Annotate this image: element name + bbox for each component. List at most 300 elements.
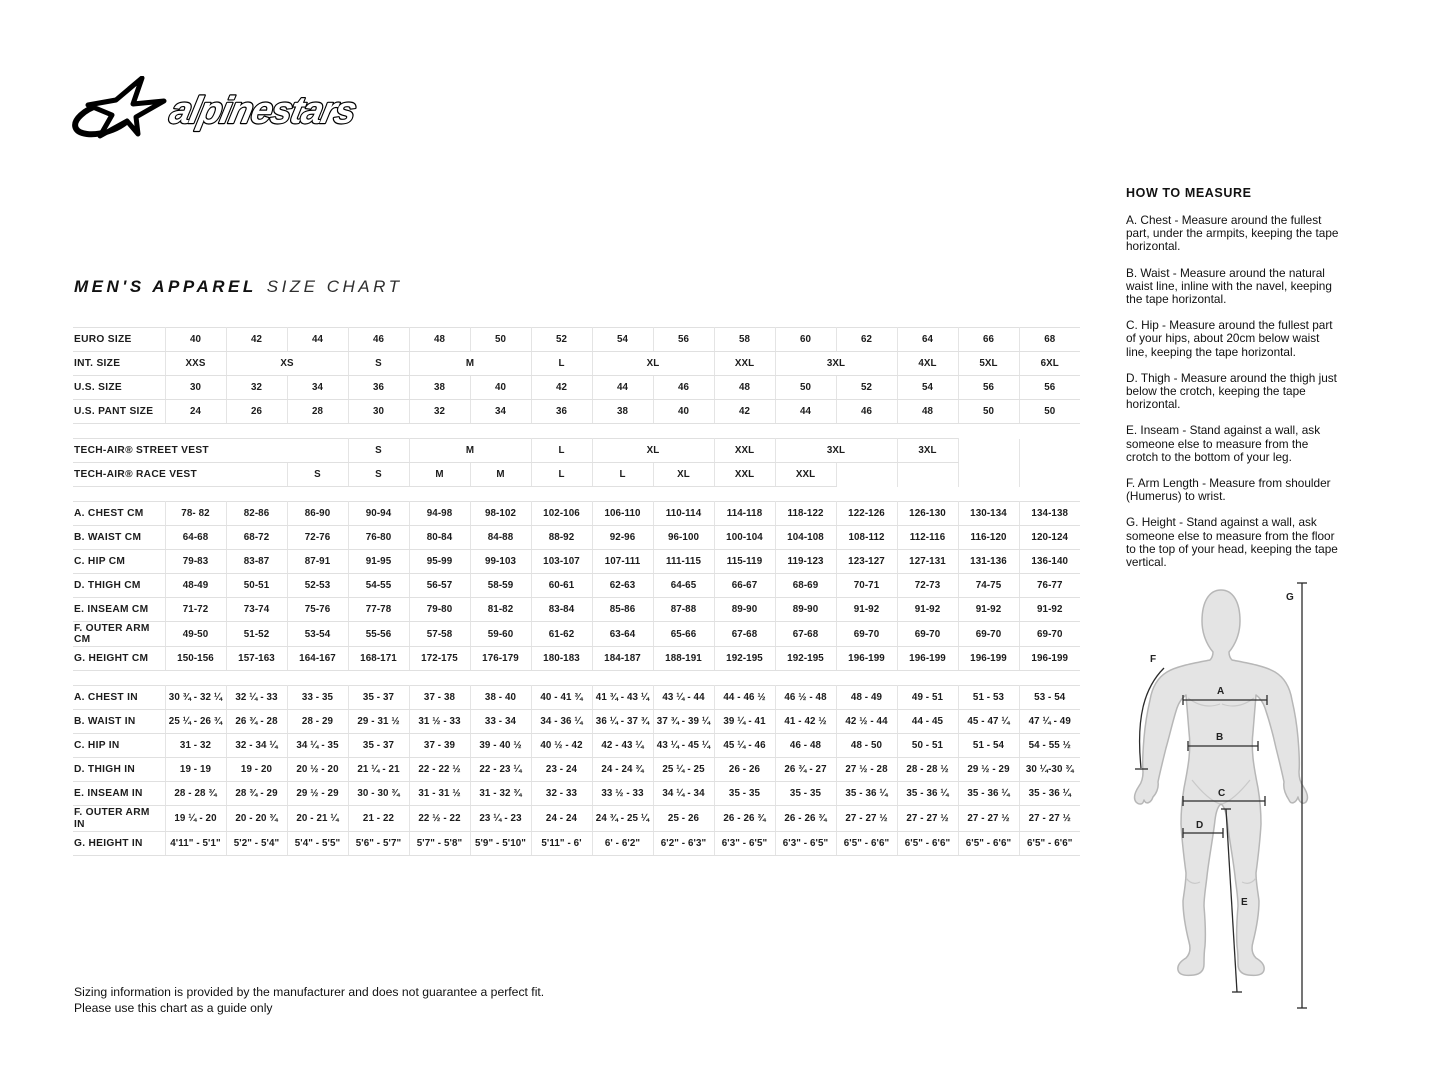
- table-cell: 104-108: [775, 526, 836, 550]
- table-cell: [836, 463, 897, 487]
- table-row: [73, 686, 1080, 710]
- table-cell: 91-95: [348, 550, 409, 574]
- measure-instruction: B. Waist - Measure around the natural waist line, inline with the navel, keeping the tape horizontal.: [1126, 265, 1332, 307]
- table-cell: 54: [897, 376, 958, 400]
- table-cell: 27 - 27 ½: [897, 806, 958, 831]
- table-cell: 3XL: [775, 439, 897, 463]
- table-cell: XXS: [165, 352, 226, 376]
- table-cell: 55-56: [348, 622, 409, 647]
- table-cell: 24 ¾ - 25 ¼: [592, 806, 653, 831]
- table-cell: [1019, 463, 1080, 487]
- table-cell: 29 ½ - 29: [958, 758, 1019, 782]
- table-cell: 56: [1019, 376, 1080, 400]
- table-cell: 48 - 49: [836, 686, 897, 710]
- table-cell: 41 ¾ - 43 ¼: [592, 686, 653, 710]
- table-cell: 32: [226, 376, 287, 400]
- table-cell: 5'6" - 5'7": [348, 831, 409, 855]
- table-cell: 60-61: [531, 574, 592, 598]
- table-cell: 82-86: [226, 502, 287, 526]
- table-cell: 31 ½ - 33: [409, 710, 470, 734]
- table-cell: 91-92: [958, 598, 1019, 622]
- table-cell: 26 - 26 ¾: [775, 806, 836, 831]
- table-cell: 35 - 35: [714, 782, 775, 806]
- table-cell: 52-53: [287, 574, 348, 598]
- row-label: B. WAIST IN: [73, 710, 165, 734]
- table-cell: 33 ½ - 33: [592, 782, 653, 806]
- row-label: B. WAIST CM: [73, 526, 165, 550]
- table-cell: 83-87: [226, 550, 287, 574]
- table-cell: 25 - 26: [653, 806, 714, 831]
- table-cell: 5'7" - 5'8": [409, 831, 470, 855]
- table-cell: 64-65: [653, 574, 714, 598]
- table-cell: 31 - 32: [165, 734, 226, 758]
- table-cell: [897, 463, 958, 487]
- table-cell: 44: [592, 376, 653, 400]
- table-cell: 102-106: [531, 502, 592, 526]
- table-cell: 86-90: [287, 502, 348, 526]
- table-row: [73, 782, 1080, 806]
- table-cell: 87-91: [287, 550, 348, 574]
- table-cell: XXL: [775, 463, 836, 487]
- table-cell: 77-78: [348, 598, 409, 622]
- table-cell: S: [348, 352, 409, 376]
- table-cell: 3XL: [775, 352, 897, 376]
- table-cell: 110-114: [653, 502, 714, 526]
- diagram-label-f: F: [1150, 654, 1157, 665]
- table-cell: 120-124: [1019, 526, 1080, 550]
- table-cell: 69-70: [836, 622, 897, 647]
- table-cell: 32 ¼ - 33: [226, 686, 287, 710]
- table-cell: 67-68: [775, 622, 836, 647]
- table-cell: 107-111: [592, 550, 653, 574]
- table-row: [73, 574, 1080, 598]
- table-cell: 37 - 38: [409, 686, 470, 710]
- table-cell: 127-131: [897, 550, 958, 574]
- table-cell: 34 ¼ - 34: [653, 782, 714, 806]
- table-cell: 30: [165, 376, 226, 400]
- footer-disclaimer: [74, 984, 544, 1016]
- table-cell: 42 ½ - 44: [836, 710, 897, 734]
- table-cell: 115-119: [714, 550, 775, 574]
- table-cell: [1019, 439, 1080, 463]
- table-cell: 30 - 30 ¾: [348, 782, 409, 806]
- table-cell: 35 - 36 ¼: [897, 782, 958, 806]
- table-cell: 130-134: [958, 502, 1019, 526]
- table-cell: 38 - 40: [470, 686, 531, 710]
- table-cell: 70-71: [836, 574, 897, 598]
- table-cell: 95-99: [409, 550, 470, 574]
- table-cell: 91-92: [1019, 598, 1080, 622]
- table-cell: 75-76: [287, 598, 348, 622]
- row-label: U.S. PANT SIZE: [73, 400, 165, 424]
- table-cell: 67-68: [714, 622, 775, 647]
- table-cell: XXL: [714, 439, 775, 463]
- table-cell: 150-156: [165, 647, 226, 671]
- table-cell: 196-199: [836, 647, 897, 671]
- table-cell: 126-130: [897, 502, 958, 526]
- table-cell: 33 - 35: [287, 686, 348, 710]
- table-cell: 4'11" - 5'1": [165, 831, 226, 855]
- table-cell: 122-126: [836, 502, 897, 526]
- table-cell: 6'5" - 6'6": [1019, 831, 1080, 855]
- table-cell: 48: [897, 400, 958, 424]
- table-cell: 62: [836, 328, 897, 352]
- table-cell: 180-183: [531, 647, 592, 671]
- table-cell: 56: [958, 376, 1019, 400]
- table-cell: 35 - 37: [348, 734, 409, 758]
- table-cell: 6'5" - 6'6": [836, 831, 897, 855]
- table-cell: L: [531, 439, 592, 463]
- table-cell: 103-107: [531, 550, 592, 574]
- table-cell: 184-187: [592, 647, 653, 671]
- table-cell: 72-73: [897, 574, 958, 598]
- row-label: INT. SIZE: [73, 352, 165, 376]
- table-cell: 111-115: [653, 550, 714, 574]
- table-cell: 26 - 26: [714, 758, 775, 782]
- measure-instruction: D. Thigh - Measure around the thigh just below the crotch, keeping the tape horizontal.: [1126, 370, 1337, 412]
- table-cell: 69-70: [1019, 622, 1080, 647]
- table-cell: 50-51: [226, 574, 287, 598]
- row-label: TECH-AIR® STREET VEST: [73, 439, 348, 463]
- table-cell: 172-175: [409, 647, 470, 671]
- table-cell: 50: [1019, 400, 1080, 424]
- how-to-measure-panel: [1126, 186, 1340, 582]
- table-cell: 25 ¼ - 25: [653, 758, 714, 782]
- table-cell: S: [287, 463, 348, 487]
- table-cell: 51-52: [226, 622, 287, 647]
- table-cell: XL: [592, 439, 714, 463]
- table-cell: 49-50: [165, 622, 226, 647]
- table-row: [73, 710, 1080, 734]
- table-cell: 100-104: [714, 526, 775, 550]
- table-row: [73, 550, 1080, 574]
- table-cell: 34 - 36 ¼: [531, 710, 592, 734]
- table-cell: [958, 463, 1019, 487]
- table-cell: [958, 439, 1019, 463]
- row-label: D. THIGH IN: [73, 758, 165, 782]
- table-cell: 44 - 46 ½: [714, 686, 775, 710]
- table-cell: 44: [775, 400, 836, 424]
- table-cell: 68-69: [775, 574, 836, 598]
- table-cell: 188-191: [653, 647, 714, 671]
- table-cell: 96-100: [653, 526, 714, 550]
- table-cell: 6'2" - 6'3": [653, 831, 714, 855]
- table-cell: 99-103: [470, 550, 531, 574]
- table-cell: 34: [287, 376, 348, 400]
- table-cell: 52: [531, 328, 592, 352]
- table-cell: 42: [226, 328, 287, 352]
- table-cell: 6'5" - 6'6": [897, 831, 958, 855]
- section-gap: [73, 487, 1080, 502]
- table-cell: 192-195: [775, 647, 836, 671]
- table-cell: 69-70: [958, 622, 1019, 647]
- table-cell: 30 ¾ - 32 ¼: [165, 686, 226, 710]
- table-cell: 32 - 34 ¼: [226, 734, 287, 758]
- table-cell: 35 - 36 ¼: [1019, 782, 1080, 806]
- table-cell: 28: [287, 400, 348, 424]
- table-cell: 30 ¼-30 ¾: [1019, 758, 1080, 782]
- table-cell: 4XL: [897, 352, 958, 376]
- table-cell: M: [409, 352, 531, 376]
- table-cell: 19 - 20: [226, 758, 287, 782]
- table-cell: 87-88: [653, 598, 714, 622]
- table-cell: 64-68: [165, 526, 226, 550]
- table-cell: 42: [531, 376, 592, 400]
- measure-instruction: C. Hip - Measure around the fullest part of your hips, about 20cm below waist line, keeping the tape horizontal.: [1126, 318, 1333, 359]
- table-cell: 41 - 42 ½: [775, 710, 836, 734]
- table-cell: 19 - 19: [165, 758, 226, 782]
- table-cell: 89-90: [775, 598, 836, 622]
- table-cell: 79-80: [409, 598, 470, 622]
- row-label: C. HIP IN: [73, 734, 165, 758]
- table-cell: 85-86: [592, 598, 653, 622]
- table-cell: 46: [836, 400, 897, 424]
- table-row: [73, 439, 1080, 463]
- table-cell: 61-62: [531, 622, 592, 647]
- table-cell: 92-96: [592, 526, 653, 550]
- size-table: [73, 327, 1080, 856]
- table-cell: 40 ½ - 42: [531, 734, 592, 758]
- diagram-label-b: B: [1216, 732, 1224, 743]
- table-cell: 71-72: [165, 598, 226, 622]
- table-cell: 34: [470, 400, 531, 424]
- table-cell: 79-83: [165, 550, 226, 574]
- table-cell: 98-102: [470, 502, 531, 526]
- table-cell: M: [470, 463, 531, 487]
- table-cell: 37 - 39: [409, 734, 470, 758]
- row-label: E. INSEAM CM: [73, 598, 165, 622]
- table-cell: 5'4" - 5'5": [287, 831, 348, 855]
- table-row: [73, 622, 1080, 647]
- table-row: [73, 734, 1080, 758]
- table-cell: 6' - 6'2": [592, 831, 653, 855]
- table-cell: 30: [348, 400, 409, 424]
- table-cell: 28 ¾ - 29: [226, 782, 287, 806]
- table-cell: 54 - 55 ½: [1019, 734, 1080, 758]
- table-cell: 52: [836, 376, 897, 400]
- how-to-measure-heading: HOW TO MEASURE: [1126, 186, 1252, 200]
- table-cell: 22 - 23 ¼: [470, 758, 531, 782]
- body-silhouette: [1135, 590, 1308, 975]
- table-row: [73, 526, 1080, 550]
- table-cell: 118-122: [775, 502, 836, 526]
- table-cell: 44: [287, 328, 348, 352]
- row-label: C. HIP CM: [73, 550, 165, 574]
- table-cell: 192-195: [714, 647, 775, 671]
- table-cell: 48: [409, 328, 470, 352]
- table-cell: 35 - 36 ¼: [836, 782, 897, 806]
- table-cell: 112-116: [897, 526, 958, 550]
- table-cell: 68: [1019, 328, 1080, 352]
- table-cell: 6'3" - 6'5": [714, 831, 775, 855]
- table-cell: 5XL: [958, 352, 1019, 376]
- page-title: [74, 277, 403, 297]
- logo-wordmark: alpinestars: [166, 89, 360, 132]
- table-cell: 45 ¼ - 46: [714, 734, 775, 758]
- table-cell: 157-163: [226, 647, 287, 671]
- table-cell: 56: [653, 328, 714, 352]
- table-cell: 66-67: [714, 574, 775, 598]
- table-cell: 90-94: [348, 502, 409, 526]
- table-cell: 47 ¼ - 49: [1019, 710, 1080, 734]
- table-cell: 76-80: [348, 526, 409, 550]
- table-cell: M: [409, 439, 531, 463]
- table-cell: 131-136: [958, 550, 1019, 574]
- table-cell: 116-120: [958, 526, 1019, 550]
- table-cell: M: [409, 463, 470, 487]
- table-row: [73, 376, 1080, 400]
- table-cell: 46 - 48: [775, 734, 836, 758]
- section-gap: [73, 424, 1080, 439]
- table-cell: 60: [775, 328, 836, 352]
- table-cell: 76-77: [1019, 574, 1080, 598]
- table-cell: 88-92: [531, 526, 592, 550]
- table-cell: 33 - 34: [470, 710, 531, 734]
- table-cell: 35 - 36 ¼: [958, 782, 1019, 806]
- table-cell: 35 - 35: [775, 782, 836, 806]
- measure-instruction: A. Chest - Measure around the fullest part, under the armpits, keeping the tape horizontal.: [1126, 213, 1339, 254]
- table-cell: 53-54: [287, 622, 348, 647]
- table-row: [73, 502, 1080, 526]
- table-cell: 6XL: [1019, 352, 1080, 376]
- table-cell: 5'11" - 6': [531, 831, 592, 855]
- table-cell: 19 ¼ - 20: [165, 806, 226, 831]
- disclaimer-line-1: Sizing information is provided by the manufacturer and does not guarantee a perfect fit.: [74, 985, 545, 999]
- table-cell: 39 ¼ - 41: [714, 710, 775, 734]
- table-cell: 64: [897, 328, 958, 352]
- table-cell: 40: [165, 328, 226, 352]
- table-cell: 91-92: [836, 598, 897, 622]
- table-cell: 91-92: [897, 598, 958, 622]
- table-cell: 39 - 40 ½: [470, 734, 531, 758]
- page-title-main: MEN'S APPAREL: [74, 277, 257, 296]
- table-row: [73, 598, 1080, 622]
- table-cell: 196-199: [1019, 647, 1080, 671]
- measure-instruction: F. Arm Length - Measure from shoulder (Humerus) to wrist.: [1126, 476, 1331, 504]
- table-cell: 23 - 24: [531, 758, 592, 782]
- table-cell: 51 - 54: [958, 734, 1019, 758]
- page-title-sub: SIZE CHART: [266, 277, 403, 296]
- table-cell: 54-55: [348, 574, 409, 598]
- table-cell: 72-76: [287, 526, 348, 550]
- table-cell: 119-123: [775, 550, 836, 574]
- table-cell: 38: [592, 400, 653, 424]
- table-cell: 108-112: [836, 526, 897, 550]
- table-cell: 26 ¾ - 27: [775, 758, 836, 782]
- table-cell: 83-84: [531, 598, 592, 622]
- table-cell: 168-171: [348, 647, 409, 671]
- table-cell: XL: [592, 352, 714, 376]
- table-cell: 46: [348, 328, 409, 352]
- table-cell: 24 - 24 ¾: [592, 758, 653, 782]
- table-cell: 46: [653, 376, 714, 400]
- table-cell: 78- 82: [165, 502, 226, 526]
- table-cell: 81-82: [470, 598, 531, 622]
- table-cell: 49 - 51: [897, 686, 958, 710]
- row-label: TECH-AIR® RACE VEST: [73, 463, 287, 487]
- table-cell: XXL: [714, 463, 775, 487]
- measure-instruction: E. Inseam - Stand against a wall, ask someone else to measure from the crotch to the bottom of your leg.: [1126, 423, 1321, 464]
- table-cell: 38: [409, 376, 470, 400]
- table-cell: 46 ½ - 48: [775, 686, 836, 710]
- table-cell: 21 ¼ - 21: [348, 758, 409, 782]
- table-cell: 176-179: [470, 647, 531, 671]
- table-cell: 42 - 43 ¼: [592, 734, 653, 758]
- diagram-label-g: G: [1286, 592, 1294, 603]
- table-cell: 63-64: [592, 622, 653, 647]
- alpinestars-logo: [70, 76, 370, 140]
- table-cell: S: [348, 463, 409, 487]
- table-cell: XXL: [714, 352, 775, 376]
- table-cell: 123-127: [836, 550, 897, 574]
- row-label: A. CHEST IN: [73, 686, 165, 710]
- row-label: G. HEIGHT CM: [73, 647, 165, 671]
- row-label: EURO SIZE: [73, 328, 165, 352]
- table-cell: L: [531, 463, 592, 487]
- diagram-label-d: D: [1196, 820, 1204, 831]
- table-cell: 114-118: [714, 502, 775, 526]
- table-cell: 40: [470, 376, 531, 400]
- table-cell: 54: [592, 328, 653, 352]
- table-cell: 34 ¼ - 35: [287, 734, 348, 758]
- table-cell: 50: [775, 376, 836, 400]
- table-cell: 22 ½ - 22: [409, 806, 470, 831]
- table-cell: 50: [958, 400, 1019, 424]
- table-row: [73, 806, 1080, 831]
- table-cell: 66: [958, 328, 1019, 352]
- row-label: D. THIGH CM: [73, 574, 165, 598]
- table-row: [73, 758, 1080, 782]
- table-cell: 3XL: [897, 439, 958, 463]
- table-cell: 32: [409, 400, 470, 424]
- table-cell: 53 - 54: [1019, 686, 1080, 710]
- disclaimer-line-2: Please use this chart as a guide only: [74, 1001, 273, 1015]
- table-cell: 59-60: [470, 622, 531, 647]
- table-cell: 29 ½ - 29: [287, 782, 348, 806]
- table-cell: 36: [531, 400, 592, 424]
- table-row: [73, 352, 1080, 376]
- table-cell: 21 - 22: [348, 806, 409, 831]
- row-label: F. OUTER ARM CM: [73, 622, 165, 647]
- diagram-label-a: A: [1217, 686, 1225, 697]
- table-cell: 35 - 37: [348, 686, 409, 710]
- table-cell: 42: [714, 400, 775, 424]
- table-row: [73, 328, 1080, 352]
- table-cell: 50 - 51: [897, 734, 958, 758]
- table-cell: 5'2" - 5'4": [226, 831, 287, 855]
- table-cell: 26 ¾ - 28: [226, 710, 287, 734]
- table-cell: 36 ¼ - 37 ¾: [592, 710, 653, 734]
- table-cell: 25 ¼ - 26 ¾: [165, 710, 226, 734]
- table-cell: 37 ¾ - 39 ¼: [653, 710, 714, 734]
- table-cell: 68-72: [226, 526, 287, 550]
- table-cell: 26: [226, 400, 287, 424]
- table-cell: 58-59: [470, 574, 531, 598]
- table-cell: 27 - 27 ½: [958, 806, 1019, 831]
- table-row: [73, 463, 1080, 487]
- table-cell: 48 - 50: [836, 734, 897, 758]
- table-cell: 24: [165, 400, 226, 424]
- table-cell: 26 - 26 ¾: [714, 806, 775, 831]
- table-cell: 23 ¼ - 23: [470, 806, 531, 831]
- table-cell: 94-98: [409, 502, 470, 526]
- table-cell: 56-57: [409, 574, 470, 598]
- table-cell: 32 - 33: [531, 782, 592, 806]
- table-cell: 164-167: [287, 647, 348, 671]
- table-cell: L: [531, 352, 592, 376]
- table-cell: 136-140: [1019, 550, 1080, 574]
- table-cell: 22 - 22 ½: [409, 758, 470, 782]
